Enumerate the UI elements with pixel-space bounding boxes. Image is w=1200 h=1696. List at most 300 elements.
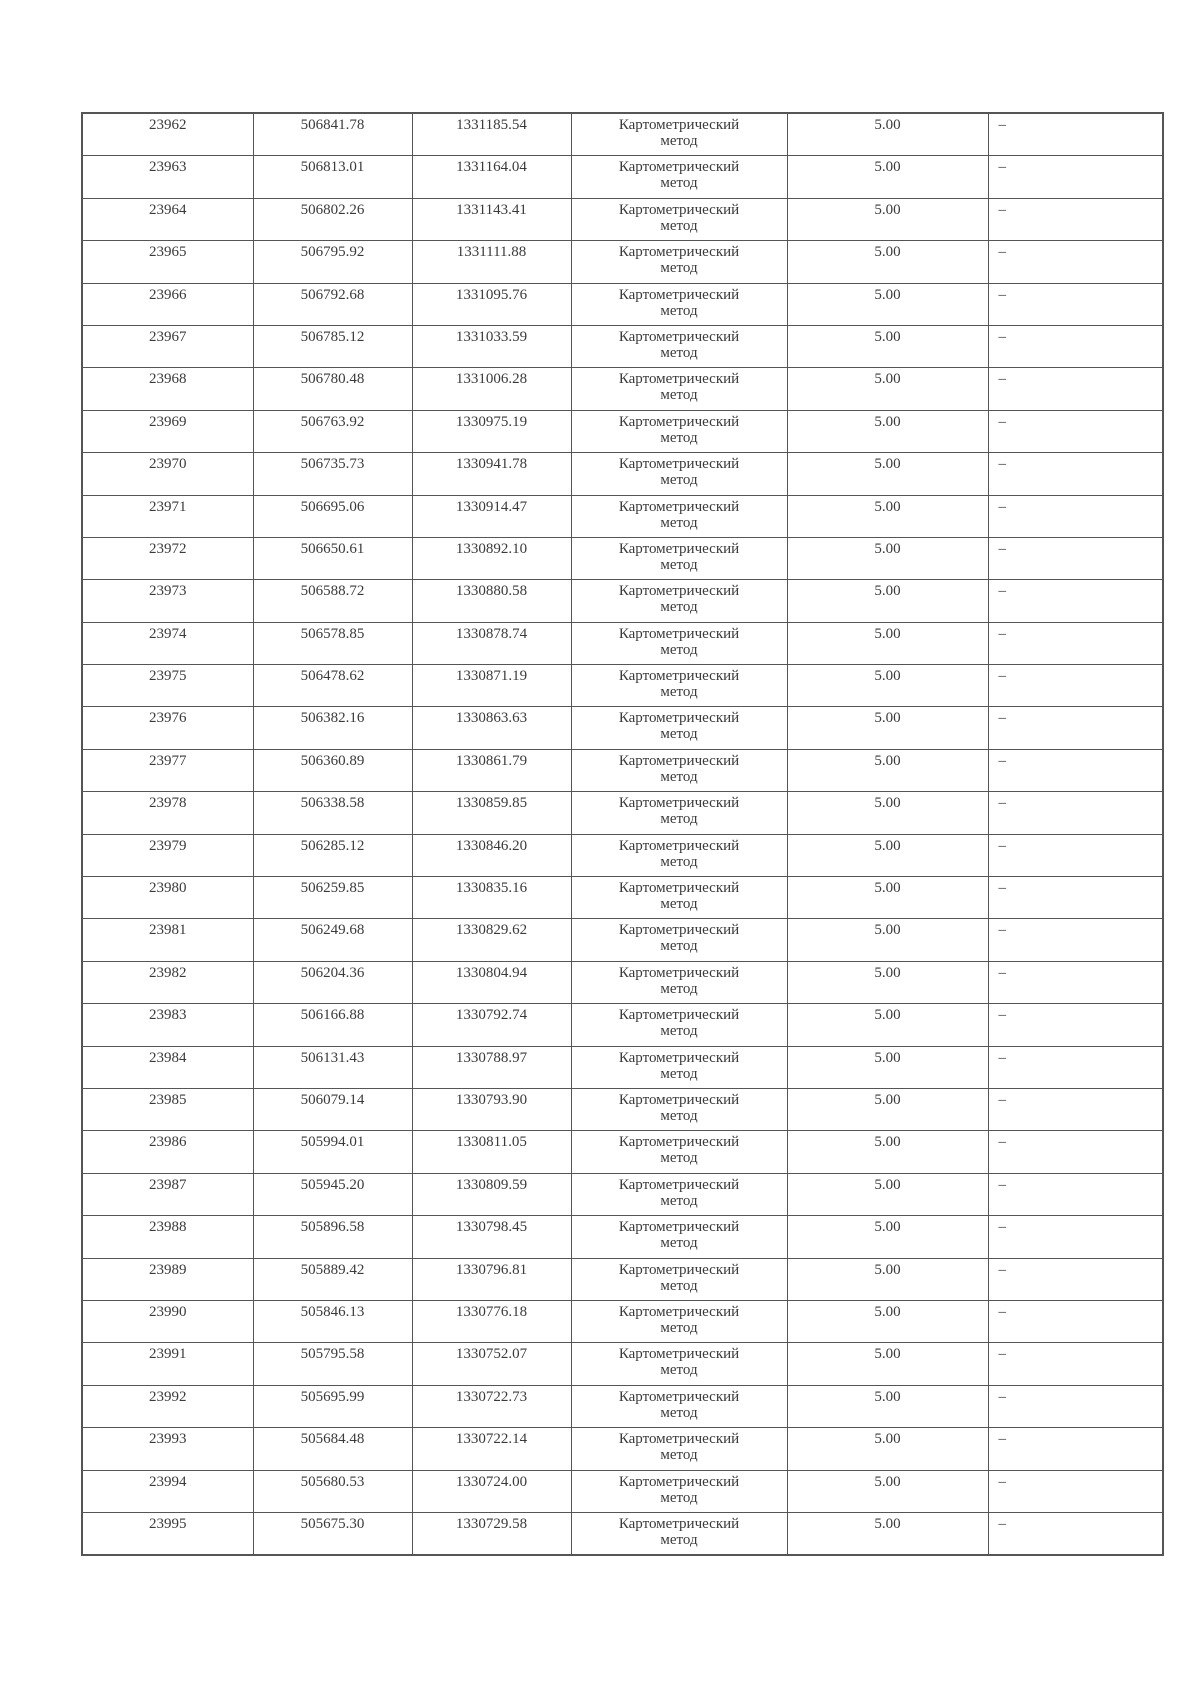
- method-cell: [571, 792, 787, 834]
- method-line-2: метод: [660, 896, 698, 913]
- accuracy-value: 5.00: [874, 117, 901, 133]
- point-number-cell: [82, 961, 253, 1003]
- table-row: [82, 410, 1163, 452]
- x-coordinate-value: 506204.36: [300, 964, 365, 981]
- point-number-value: 23978: [149, 795, 187, 812]
- method-line-1: Картометрический: [618, 964, 740, 981]
- note-cell: [988, 495, 1163, 537]
- x-coordinate-cell: [253, 1173, 412, 1215]
- point-number-value: 23986: [149, 1134, 187, 1151]
- y-coordinate-value: 1330752.07: [455, 1346, 528, 1363]
- accuracy-cell: [787, 1512, 988, 1555]
- table-row: [82, 1004, 1163, 1046]
- accuracy-value: 5.00: [874, 1303, 901, 1320]
- x-coordinate-cell: [253, 919, 412, 961]
- y-coordinate-cell: [412, 495, 571, 537]
- method-cell: [571, 1300, 787, 1342]
- method-line-1: Картометрический: [618, 625, 740, 642]
- x-coordinate-cell: [253, 792, 412, 834]
- accuracy-cell: [787, 368, 988, 410]
- y-coordinate-value: 1330941.78: [455, 456, 528, 473]
- method-line-1: Картометрический: [618, 540, 740, 557]
- y-coordinate-value: 1331095.76: [455, 286, 528, 303]
- method-cell: [571, 961, 787, 1003]
- method-line-2: метод: [660, 514, 698, 531]
- method-cell: [571, 495, 787, 537]
- point-number-cell: [82, 198, 253, 240]
- point-number-value: 23975: [149, 668, 187, 685]
- note-cell: [988, 283, 1163, 325]
- point-number-value: 23991: [149, 1346, 187, 1363]
- note-value: –: [998, 1261, 1006, 1278]
- method-line-1: Картометрический: [618, 201, 740, 218]
- x-coordinate-value: 506763.92: [300, 413, 365, 430]
- method-line-1: Картометрический: [618, 922, 740, 939]
- note-value: –: [998, 413, 1006, 430]
- note-value: –: [998, 201, 1006, 218]
- y-coordinate-cell: [412, 1300, 571, 1342]
- method-line-1: Картометрический: [618, 1219, 740, 1236]
- table-row: [82, 1258, 1163, 1300]
- accuracy-cell: [787, 113, 988, 156]
- accuracy-cell: [787, 325, 988, 367]
- table-row: [82, 919, 1163, 961]
- method-line-2: метод: [660, 344, 698, 361]
- point-number-cell: [82, 1216, 253, 1258]
- y-coordinate-value: 1330724.00: [455, 1473, 528, 1490]
- y-coordinate-value: 1330796.81: [455, 1261, 528, 1278]
- y-coordinate-value: 1330722.73: [455, 1388, 528, 1405]
- method-line-2: метод: [660, 1277, 698, 1294]
- point-number-cell: [82, 834, 253, 876]
- note-value: –: [998, 1515, 1006, 1532]
- x-coordinate-value: 505896.58: [300, 1219, 365, 1236]
- x-coordinate-value: 505945.20: [300, 1176, 365, 1193]
- y-coordinate-cell: [412, 1258, 571, 1300]
- point-number-value: 23963: [149, 159, 187, 176]
- accuracy-cell: [787, 1088, 988, 1130]
- x-coordinate-value: 506478.62: [300, 668, 365, 685]
- x-coordinate-value: 505684.48: [300, 1431, 365, 1448]
- table-row: [82, 1512, 1163, 1555]
- method-line-1: Картометрический: [618, 1049, 740, 1066]
- y-coordinate-cell: [412, 113, 571, 156]
- y-coordinate-value: 1330859.85: [455, 795, 528, 812]
- y-coordinate-value: 1331185.54: [456, 117, 527, 133]
- note-value: –: [998, 752, 1006, 769]
- method-line-1: Картометрический: [618, 1134, 740, 1151]
- y-coordinate-cell: [412, 1004, 571, 1046]
- method-line-2: метод: [660, 1362, 698, 1379]
- point-number-value: 23981: [149, 922, 187, 939]
- method-line-2: метод: [660, 1107, 698, 1124]
- note-value: –: [998, 1049, 1006, 1066]
- note-value: –: [998, 1473, 1006, 1490]
- accuracy-cell: [787, 283, 988, 325]
- note-value: –: [998, 922, 1006, 939]
- note-value: –: [998, 371, 1006, 388]
- note-cell: [988, 622, 1163, 664]
- accuracy-value: 5.00: [874, 1473, 901, 1490]
- x-coordinate-cell: [253, 537, 412, 579]
- point-number-value: 23982: [149, 964, 187, 981]
- y-coordinate-value: 1331143.41: [456, 201, 527, 218]
- accuracy-cell: [787, 1046, 988, 1088]
- point-number-value: 23980: [149, 880, 187, 897]
- note-cell: [988, 919, 1163, 961]
- method-cell: [571, 1385, 787, 1427]
- x-coordinate-cell: [253, 665, 412, 707]
- method-cell: [571, 665, 787, 707]
- table-row: [82, 1428, 1163, 1470]
- y-coordinate-cell: [412, 961, 571, 1003]
- table-row: [82, 368, 1163, 410]
- x-coordinate-cell: [253, 1428, 412, 1470]
- accuracy-value: 5.00: [874, 1346, 901, 1363]
- accuracy-value: 5.00: [874, 710, 901, 727]
- accuracy-value: 5.00: [874, 625, 901, 642]
- table-row: [82, 580, 1163, 622]
- accuracy-value: 5.00: [874, 922, 901, 939]
- x-coordinate-value: 506166.88: [300, 1007, 365, 1024]
- point-number-cell: [82, 1428, 253, 1470]
- x-coordinate-value: 506813.01: [300, 159, 365, 176]
- method-cell: [571, 368, 787, 410]
- method-cell: [571, 1004, 787, 1046]
- point-number-value: 23976: [149, 710, 187, 727]
- method-line-1: Картометрический: [618, 752, 740, 769]
- y-coordinate-cell: [412, 1428, 571, 1470]
- x-coordinate-cell: [253, 1512, 412, 1555]
- x-coordinate-cell: [253, 580, 412, 622]
- accuracy-cell: [787, 1470, 988, 1512]
- y-coordinate-value: 1330861.79: [455, 752, 528, 769]
- point-number-cell: [82, 537, 253, 579]
- accuracy-cell: [787, 1004, 988, 1046]
- point-number-cell: [82, 877, 253, 919]
- method-cell: [571, 1428, 787, 1470]
- note-value: –: [998, 1219, 1006, 1236]
- y-coordinate-cell: [412, 1131, 571, 1173]
- method-line-1: Картометрический: [618, 1515, 740, 1532]
- method-line-2: метод: [660, 980, 698, 997]
- note-value: –: [998, 1134, 1006, 1151]
- x-coordinate-cell: [253, 1046, 412, 1088]
- point-number-cell: [82, 453, 253, 495]
- point-number-cell: [82, 1046, 253, 1088]
- method-line-2: метод: [660, 472, 698, 489]
- y-coordinate-cell: [412, 1385, 571, 1427]
- x-coordinate-value: 505675.30: [300, 1515, 365, 1532]
- y-coordinate-cell: [412, 453, 571, 495]
- method-cell: [571, 1216, 787, 1258]
- table-row: [82, 1300, 1163, 1342]
- method-cell: [571, 283, 787, 325]
- x-coordinate-value: 506695.06: [300, 498, 365, 515]
- accuracy-cell: [787, 1385, 988, 1427]
- point-number-value: 23965: [149, 244, 187, 261]
- y-coordinate-cell: [412, 241, 571, 283]
- table-row: [82, 665, 1163, 707]
- x-coordinate-cell: [253, 707, 412, 749]
- accuracy-value: 5.00: [874, 752, 901, 769]
- point-number-value: 23972: [149, 540, 187, 557]
- method-cell: [571, 113, 787, 156]
- point-number-value: 23994: [149, 1473, 187, 1490]
- x-coordinate-value: 506079.14: [300, 1091, 365, 1108]
- x-coordinate-cell: [253, 1088, 412, 1130]
- method-cell: [571, 537, 787, 579]
- note-cell: [988, 961, 1163, 1003]
- note-value: –: [998, 964, 1006, 981]
- method-line-1: Картометрический: [618, 371, 740, 388]
- note-cell: [988, 410, 1163, 452]
- accuracy-cell: [787, 622, 988, 664]
- method-line-2: метод: [660, 684, 698, 701]
- y-coordinate-value: 1331111.88: [456, 244, 527, 261]
- accuracy-cell: [787, 834, 988, 876]
- method-line-1: Картометрический: [618, 413, 740, 430]
- x-coordinate-value: 506795.92: [300, 244, 365, 261]
- method-line-2: метод: [660, 768, 698, 785]
- x-coordinate-value: 505795.58: [300, 1346, 365, 1363]
- method-cell: [571, 834, 787, 876]
- accuracy-cell: [787, 1258, 988, 1300]
- point-number-cell: [82, 622, 253, 664]
- accuracy-cell: [787, 453, 988, 495]
- y-coordinate-value: 1330863.63: [455, 710, 528, 727]
- y-coordinate-value: 1330835.16: [455, 880, 528, 897]
- y-coordinate-cell: [412, 1046, 571, 1088]
- y-coordinate-cell: [412, 1470, 571, 1512]
- accuracy-value: 5.00: [874, 1261, 901, 1278]
- point-number-cell: [82, 749, 253, 791]
- y-coordinate-cell: [412, 622, 571, 664]
- y-coordinate-value: 1331033.59: [455, 328, 528, 345]
- note-cell: [988, 1512, 1163, 1555]
- method-line-1: Картометрический: [618, 1388, 740, 1405]
- table-row: [82, 1385, 1163, 1427]
- point-number-value: 23966: [149, 286, 187, 303]
- method-cell: [571, 919, 787, 961]
- method-line-2: метод: [660, 1192, 698, 1209]
- x-coordinate-value: 505695.99: [300, 1388, 365, 1405]
- y-coordinate-value: 1330798.45: [455, 1219, 528, 1236]
- note-value: –: [998, 328, 1006, 345]
- table-row: [82, 1088, 1163, 1130]
- y-coordinate-value: 1331006.28: [455, 371, 528, 388]
- x-coordinate-cell: [253, 1004, 412, 1046]
- method-line-1: Картометрический: [618, 710, 740, 727]
- x-coordinate-cell: [253, 198, 412, 240]
- point-number-cell: [82, 241, 253, 283]
- method-cell: [571, 410, 787, 452]
- method-line-1: Картометрический: [618, 1473, 740, 1490]
- accuracy-value: 5.00: [874, 837, 901, 854]
- y-coordinate-cell: [412, 792, 571, 834]
- method-line-2: метод: [660, 217, 698, 234]
- method-line-2: метод: [660, 387, 698, 404]
- method-line-1: Картометрический: [618, 328, 740, 345]
- accuracy-cell: [787, 749, 988, 791]
- y-coordinate-value: 1330846.20: [455, 837, 528, 854]
- table-row: [82, 113, 1163, 156]
- x-coordinate-cell: [253, 834, 412, 876]
- y-coordinate-value: 1330975.19: [455, 413, 528, 430]
- point-number-cell: [82, 1131, 253, 1173]
- note-value: –: [998, 583, 1006, 600]
- x-coordinate-value: 506802.26: [300, 201, 365, 218]
- point-number-cell: [82, 325, 253, 367]
- point-number-cell: [82, 1512, 253, 1555]
- method-cell: [571, 622, 787, 664]
- accuracy-value: 5.00: [874, 244, 901, 261]
- x-coordinate-cell: [253, 156, 412, 198]
- x-coordinate-cell: [253, 113, 412, 156]
- method-cell: [571, 1512, 787, 1555]
- x-coordinate-cell: [253, 1216, 412, 1258]
- accuracy-value: 5.00: [874, 159, 901, 176]
- y-coordinate-value: 1330829.62: [455, 922, 528, 939]
- point-number-value: 23962: [149, 117, 187, 133]
- note-cell: [988, 1300, 1163, 1342]
- x-coordinate-cell: [253, 241, 412, 283]
- method-cell: [571, 1131, 787, 1173]
- y-coordinate-value: 1330914.47: [455, 498, 528, 515]
- table-row: [82, 283, 1163, 325]
- point-number-value: 23974: [149, 625, 187, 642]
- table-row: [82, 1470, 1163, 1512]
- x-coordinate-value: 506841.78: [300, 117, 365, 133]
- note-value: –: [998, 625, 1006, 642]
- note-value: –: [998, 1176, 1006, 1193]
- point-number-cell: [82, 1088, 253, 1130]
- point-number-value: 23988: [149, 1219, 187, 1236]
- x-coordinate-value: 506259.85: [300, 880, 365, 897]
- y-coordinate-cell: [412, 325, 571, 367]
- accuracy-cell: [787, 1300, 988, 1342]
- x-coordinate-cell: [253, 368, 412, 410]
- y-coordinate-cell: [412, 1088, 571, 1130]
- point-number-value: 23971: [149, 498, 187, 515]
- method-cell: [571, 1088, 787, 1130]
- accuracy-cell: [787, 241, 988, 283]
- x-coordinate-value: 505846.13: [300, 1303, 365, 1320]
- method-line-2: метод: [660, 811, 698, 828]
- x-coordinate-cell: [253, 495, 412, 537]
- x-coordinate-cell: [253, 1131, 412, 1173]
- accuracy-cell: [787, 1131, 988, 1173]
- method-line-1: Картометрический: [618, 880, 740, 897]
- accuracy-cell: [787, 665, 988, 707]
- note-cell: [988, 1385, 1163, 1427]
- note-cell: [988, 1258, 1163, 1300]
- method-line-2: метод: [660, 429, 698, 446]
- point-number-cell: [82, 368, 253, 410]
- x-coordinate-cell: [253, 283, 412, 325]
- note-cell: [988, 1046, 1163, 1088]
- y-coordinate-value: 1330776.18: [455, 1303, 528, 1320]
- method-cell: [571, 198, 787, 240]
- accuracy-cell: [787, 707, 988, 749]
- table-row: [82, 453, 1163, 495]
- accuracy-value: 5.00: [874, 1091, 901, 1108]
- x-coordinate-value: 506249.68: [300, 922, 365, 939]
- x-coordinate-value: 506780.48: [300, 371, 365, 388]
- method-cell: [571, 241, 787, 283]
- accuracy-value: 5.00: [874, 1007, 901, 1024]
- accuracy-value: 5.00: [874, 413, 901, 430]
- x-coordinate-value: 506382.16: [300, 710, 365, 727]
- accuracy-cell: [787, 1343, 988, 1385]
- note-value: –: [998, 1388, 1006, 1405]
- y-coordinate-cell: [412, 749, 571, 791]
- method-cell: [571, 749, 787, 791]
- method-line-2: метод: [660, 1489, 698, 1506]
- y-coordinate-cell: [412, 1216, 571, 1258]
- method-cell: [571, 453, 787, 495]
- y-coordinate-cell: [412, 580, 571, 622]
- accuracy-value: 5.00: [874, 880, 901, 897]
- table-row: [82, 707, 1163, 749]
- point-number-value: 23979: [149, 837, 187, 854]
- note-cell: [988, 1216, 1163, 1258]
- note-cell: [988, 665, 1163, 707]
- accuracy-value: 5.00: [874, 286, 901, 303]
- x-coordinate-value: 506785.12: [300, 328, 365, 345]
- y-coordinate-cell: [412, 665, 571, 707]
- note-cell: [988, 792, 1163, 834]
- method-cell: [571, 707, 787, 749]
- y-coordinate-cell: [412, 834, 571, 876]
- table-row: [82, 241, 1163, 283]
- point-number-value: 23968: [149, 371, 187, 388]
- note-cell: [988, 749, 1163, 791]
- note-cell: [988, 834, 1163, 876]
- method-line-1: Картометрический: [618, 498, 740, 515]
- point-number-value: 23993: [149, 1431, 187, 1448]
- note-cell: [988, 1428, 1163, 1470]
- accuracy-cell: [787, 1428, 988, 1470]
- note-cell: [988, 537, 1163, 579]
- note-value: –: [998, 795, 1006, 812]
- accuracy-value: 5.00: [874, 1134, 901, 1151]
- point-number-value: 23983: [149, 1007, 187, 1024]
- method-line-1: Картометрический: [618, 1007, 740, 1024]
- point-number-cell: [82, 1470, 253, 1512]
- note-value: –: [998, 837, 1006, 854]
- method-cell: [571, 1046, 787, 1088]
- x-coordinate-cell: [253, 325, 412, 367]
- note-value: –: [998, 1007, 1006, 1024]
- x-coordinate-value: 506735.73: [300, 456, 365, 473]
- accuracy-value: 5.00: [874, 498, 901, 515]
- note-value: –: [998, 880, 1006, 897]
- note-value: –: [998, 1091, 1006, 1108]
- accuracy-value: 5.00: [874, 964, 901, 981]
- method-line-1: Картометрический: [618, 244, 740, 261]
- note-value: –: [998, 244, 1006, 261]
- method-line-2: метод: [660, 1235, 698, 1252]
- note-cell: [988, 198, 1163, 240]
- point-number-cell: [82, 113, 253, 156]
- note-cell: [988, 1343, 1163, 1385]
- accuracy-value: 5.00: [874, 795, 901, 812]
- point-number-value: 23967: [149, 328, 187, 345]
- accuracy-cell: [787, 919, 988, 961]
- note-cell: [988, 113, 1163, 156]
- x-coordinate-cell: [253, 749, 412, 791]
